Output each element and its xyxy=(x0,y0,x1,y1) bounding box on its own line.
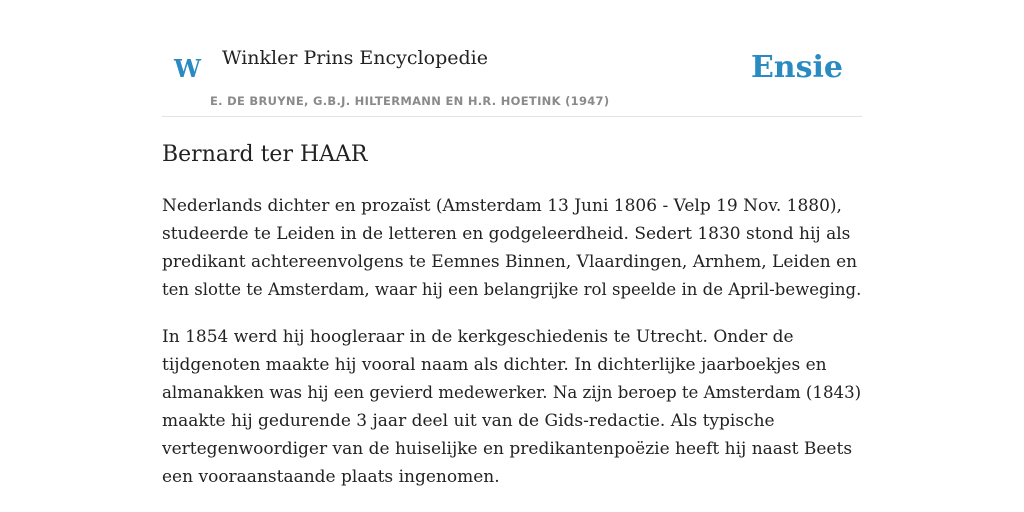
paragraph-line: ten slotte te Amsterdam, waar hij een belangrijke rol speelde in de April-beweging. xyxy=(162,280,862,299)
paragraph-line: almanakken was hij een gevierd medewerker. Na zijn beroep te Amsterdam (1843) xyxy=(162,383,862,402)
ensie-brand-link[interactable]: Ensie xyxy=(750,50,843,85)
paragraph-line: een vooraanstaande plaats ingenomen. xyxy=(162,467,500,487)
encyclopedia-logo-icon: W xyxy=(174,54,201,83)
paragraph-line: predikant achtereenvolgens te Eemnes Binnen, Vlaardingen, Arnhem, Leiden en xyxy=(162,252,858,272)
site-header xyxy=(162,0,862,117)
article-paragraph-1 xyxy=(162,192,862,304)
encyclopedia-authors: E. DE BRUYNE, G.B.J. HILTERMANN EN H.R. HOETINK (1947) xyxy=(210,94,610,108)
paragraph-line: Nederlands dichter en prozaïst (Amsterdam 13 Juni 1806 - Velp 19 Nov. 1880), xyxy=(162,196,842,216)
encyclopedia-title: Winkler Prins Encyclopedie xyxy=(222,47,488,69)
paragraph-line: tijdgenoten maakte hij vooral naam als dichter. In dichterlijke jaarboekjes en xyxy=(162,355,827,375)
paragraph-line: vertegenwoordiger van de huiselijke en predikantenpoëzie heeft hij naast Beets xyxy=(162,439,853,459)
article-title: Bernard ter HAAR xyxy=(162,142,368,167)
page-container xyxy=(162,0,862,487)
paragraph-line: In 1854 werd hij hoogleraar in de kerkgeschiedenis te Utrecht. Onder de xyxy=(162,327,794,347)
article-paragraph-2 xyxy=(162,323,862,491)
paragraph-line: maakte hij gedurende 3 jaar deel uit van de Gids-redactie. Als typische xyxy=(162,411,775,431)
paragraph-line: studeerde te Leiden in de letteren en godgeleerdheid. Sedert 1830 stond hij als xyxy=(162,224,851,244)
